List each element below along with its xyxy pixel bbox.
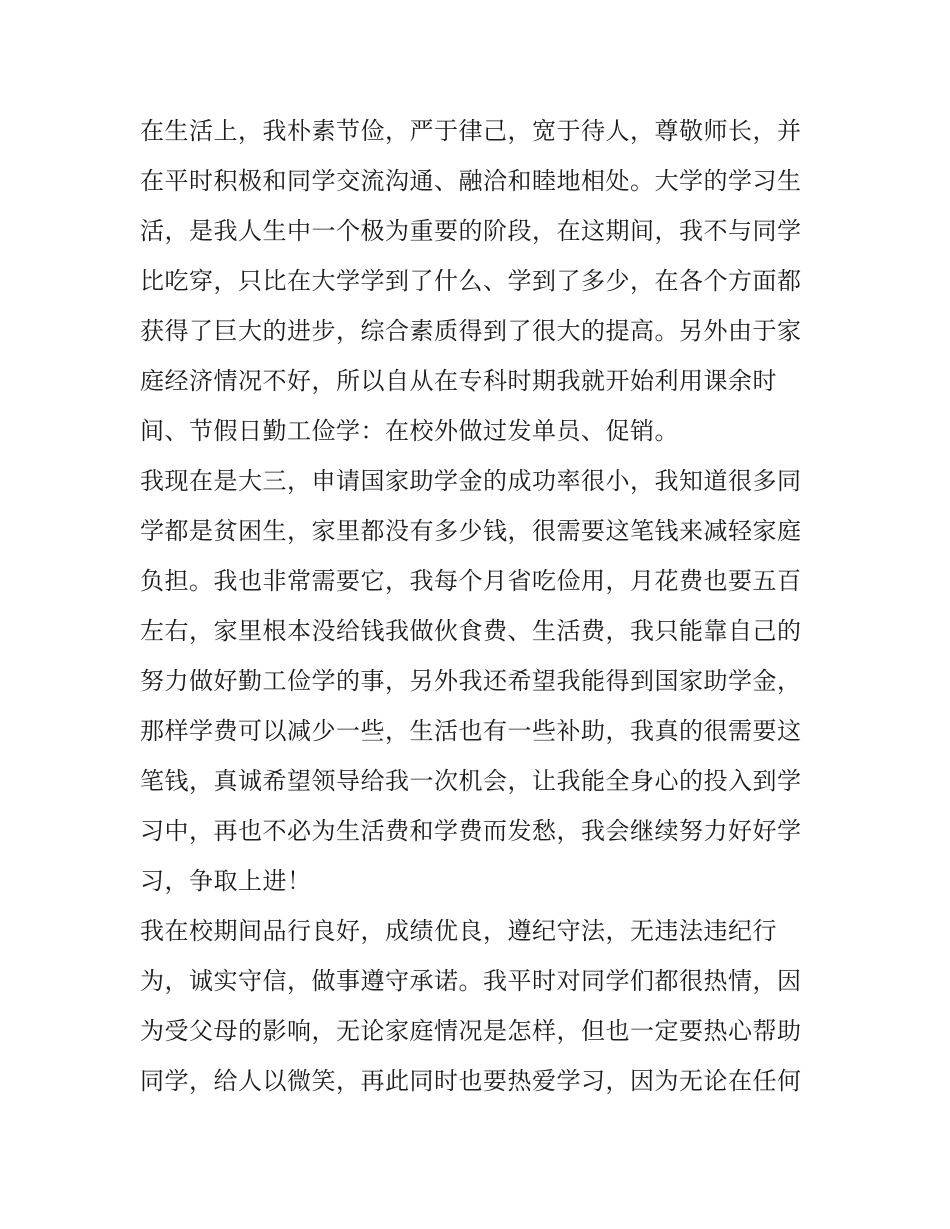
text-line: 同学，给人以微笑，再此同时也要热爱学习，因为无论在任何: [140, 1067, 802, 1095]
text-line: 获得了巨大的进步，综合素质得到了很大的提高。另外由于家: [140, 317, 802, 345]
text-line: 左右，家里根本没给钱我做伙食费、生活费，我只能靠自己的: [140, 617, 802, 645]
text-line: 习中，再也不必为生活费和学费而发愁，我会继续努力好好学: [140, 817, 802, 845]
text-line: 那样学费可以减少一些，生活也有一些补助，我真的很需要这: [140, 717, 802, 745]
text-line: 努力做好勤工俭学的事，另外我还希望我能得到国家助学金，: [140, 667, 802, 695]
text-line: 庭经济情况不好，所以自从在专科时期我就开始利用课余时: [140, 367, 777, 395]
text-line: 比吃穿，只比在大学学到了什么、学到了多少，在各个方面都: [140, 267, 802, 295]
text-line: 间、节假日勤工俭学：在校外做过发单员、促销。: [140, 417, 679, 445]
text-line: 学都是贫困生，家里都没有多少钱，很需要这笔钱来减轻家庭: [140, 517, 802, 545]
text-line: 为受父母的影响，无论家庭情况是怎样，但也一定要热心帮助: [140, 1017, 802, 1045]
text-line: 在平时积极和同学交流沟通、融洽和睦地相处。大学的学习生: [140, 167, 802, 195]
text-line: 在生活上，我朴素节俭，严于律己，宽于待人，尊敬师长，并: [140, 117, 802, 145]
document-body: [140, 106, 820, 1106]
text-line: 为，诚实守信，做事遵守承诺。我平时对同学们都很热情，因: [140, 967, 802, 995]
text-line: 我在校期间品行良好，成绩优良，遵纪守法，无违法违纪行: [140, 917, 777, 945]
text-line: 活，是我人生中一个极为重要的阶段，在这期间，我不与同学: [140, 217, 802, 245]
text-line: 习，争取上进！: [140, 867, 312, 895]
text-line: 笔钱，真诚希望领导给我一次机会，让我能全身心的投入到学: [140, 767, 802, 795]
text-line: 负担。我也非常需要它，我每个月省吃俭用，月花费也要五百: [140, 567, 802, 595]
text-line: 我现在是大三，申请国家助学金的成功率很小，我知道很多同: [140, 467, 802, 495]
